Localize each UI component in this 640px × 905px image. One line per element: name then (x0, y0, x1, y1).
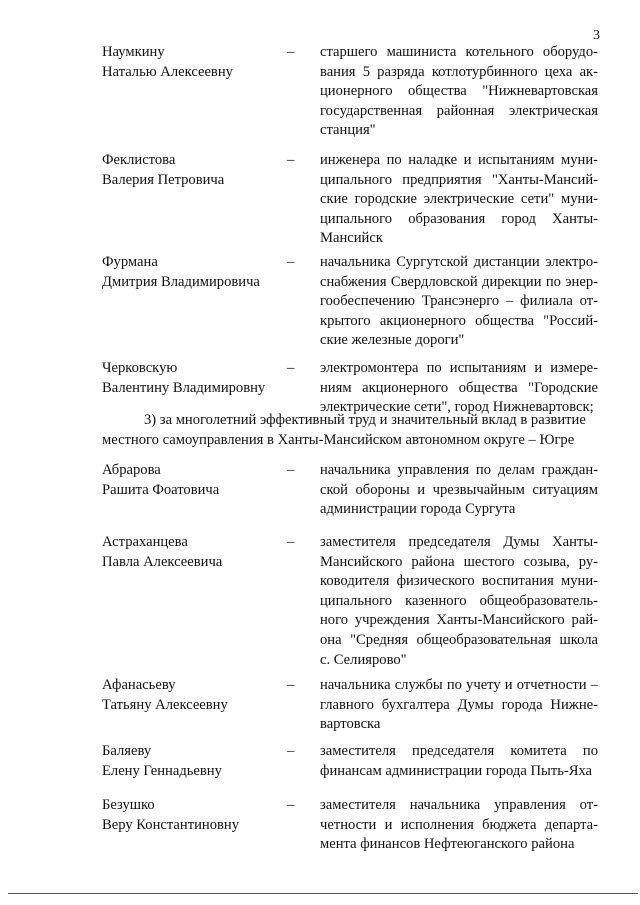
awardee-position-line: снабжения Свердловской дирекции по энер- (320, 273, 598, 290)
awardee-position-line: вания 5 разряда котлотурбинного цеха ак- (320, 63, 598, 80)
awardee-name (102, 796, 287, 835)
awardee-name (102, 742, 287, 781)
awardee-position-line: ские городские электрические сети" муни- (320, 191, 598, 208)
awardee-name-line: Наталью Алексеевну (102, 63, 233, 80)
awardee-position-line: она "Средняя общеобразовательная школа (320, 631, 598, 648)
entry-dash: – (287, 743, 295, 759)
awardee-name (102, 676, 287, 715)
awardee-position-line: инженера по наладке и испытаниям муни- (320, 152, 598, 168)
awardee-name-line: Баляеву (102, 743, 152, 759)
bottom-rule (8, 893, 638, 894)
awardee-position-line: администрации города Сургута (320, 501, 516, 518)
awardee-position-line: Мансийск (320, 230, 383, 247)
awardee-position-line: электрические сети", город Нижневартовск; (320, 399, 594, 416)
entry-dash: – (287, 254, 295, 270)
awardee-name (102, 253, 287, 292)
awardee-position-line: ципального образования город Ханты- (320, 210, 598, 227)
awardee-name-line: Фурмана (102, 254, 158, 270)
awardee-name-line: Черковскую (102, 360, 178, 376)
awardee-position (320, 43, 598, 141)
awardee-position-line: заместителя председателя комитета по (320, 743, 598, 759)
awardee-position-line: начальника службы по учету и отчетности – (320, 677, 598, 693)
awardee-position-line: начальника управления по делам граждан- (320, 462, 598, 478)
awardee-name-line: Безушко (102, 797, 155, 813)
entry-dash: – (287, 462, 295, 478)
awardee-name-line: Валерия Петровича (102, 171, 225, 188)
awardee-name-line: Абрарова (102, 462, 161, 478)
awardee-name (102, 461, 287, 500)
entry-dash: – (287, 797, 295, 813)
awardee-position-line: начальника Сургутской дистанции электро- (320, 254, 598, 270)
awardee-position (320, 796, 598, 855)
awardee-name-line: Павла Алексеевича (102, 553, 223, 570)
awardee-position-line: финансам администрации города Пыть-Яха (320, 762, 593, 779)
entry-dash: – (287, 44, 295, 60)
awardee-position-line: мента финансов Нефтеюганского района (320, 836, 575, 853)
awardee-position-line: ционерного общества "Нижневартовская (320, 83, 598, 100)
awardee-name (102, 359, 287, 398)
awardee-name (102, 533, 287, 572)
awardee-position-line: станция" (320, 122, 376, 139)
awardee-name-line: Астраханцева (102, 534, 188, 550)
awardee-position-line: ской обороны и чрезвычайным ситуациям (320, 481, 598, 498)
awardee-position-line: четности и исполнения бюджета департа- (320, 816, 598, 833)
awardee-position-line: ниям акционерного общества "Городские (320, 379, 598, 396)
awardee-name-line: Веру Константиновну (102, 816, 239, 833)
awardee-name-line: Наумкину (102, 44, 165, 60)
awardee-name-line: Афанасьеву (102, 677, 176, 693)
awardee-position (320, 359, 598, 418)
awardee-position-line: с. Селиярово" (320, 651, 407, 668)
awardee-position (320, 151, 598, 249)
entry-dash: – (287, 360, 295, 376)
awardee-position-line: вартовска (320, 716, 381, 733)
awardee-position (320, 461, 598, 520)
entry-dash: – (287, 152, 295, 168)
awardee-name (102, 151, 287, 190)
awardee-name-line: Валентину Владимировну (102, 379, 266, 396)
awardee-name-line: Татьяну Алексеевну (102, 696, 228, 713)
awardee-position-line: старшего машиниста котельного оборудо- (320, 44, 598, 60)
awardee-position-line: электромонтера по испытаниям и измере- (320, 360, 598, 376)
awardee-position-line: ководителя физического воспитания муни- (320, 573, 598, 590)
awardee-position-line: ские железные дороги" (320, 332, 465, 349)
awardee-position-line: ципального предприятия "Ханты-Мансий- (320, 171, 598, 188)
awardee-position (320, 253, 598, 351)
awardee-name-line: Елену Геннадьевну (102, 762, 222, 779)
awardee-name-line: Дмитрия Владимировича (102, 273, 260, 290)
entry-dash: – (287, 534, 295, 550)
awardee-position (320, 533, 598, 670)
awardee-position-line: ного учреждения Ханты-Мансийского рай- (320, 612, 598, 629)
awardee-position-line: гообеспечению Трансэнерго – филиала от- (320, 293, 598, 310)
awardee-position-line: крытого акционерного общества "Россий- (320, 312, 598, 329)
entry-dash: – (287, 677, 295, 693)
awardee-name-line: Феклистова (102, 152, 176, 168)
page-number: 3 (593, 28, 600, 43)
awardee-position-line: заместителя председателя Думы Ханты- (320, 534, 598, 550)
awardee-position-line: государственная районная электрическая (320, 102, 598, 119)
awardee-position-line: Мансийского района шестого созыва, ру- (320, 553, 598, 570)
awardee-position-line: заместителя начальника управления от- (320, 797, 598, 813)
section-heading-line: 3) за многолетний эффективный труд и значительный вклад в развитие (144, 412, 586, 428)
awardee-position-line: ципального казенного общеобразователь- (320, 592, 598, 609)
awardee-position (320, 676, 598, 735)
awardee-name (102, 43, 287, 82)
awardee-position (320, 742, 598, 781)
awardee-position-line: главного бухгалтера Думы города Нижне- (320, 696, 598, 713)
section-heading-line: местного самоуправления в Ханты-Мансийском автономном округе – Югре (102, 431, 575, 448)
section-heading-3 (102, 411, 598, 450)
awardee-name-line: Рашита Фоатовича (102, 481, 220, 498)
